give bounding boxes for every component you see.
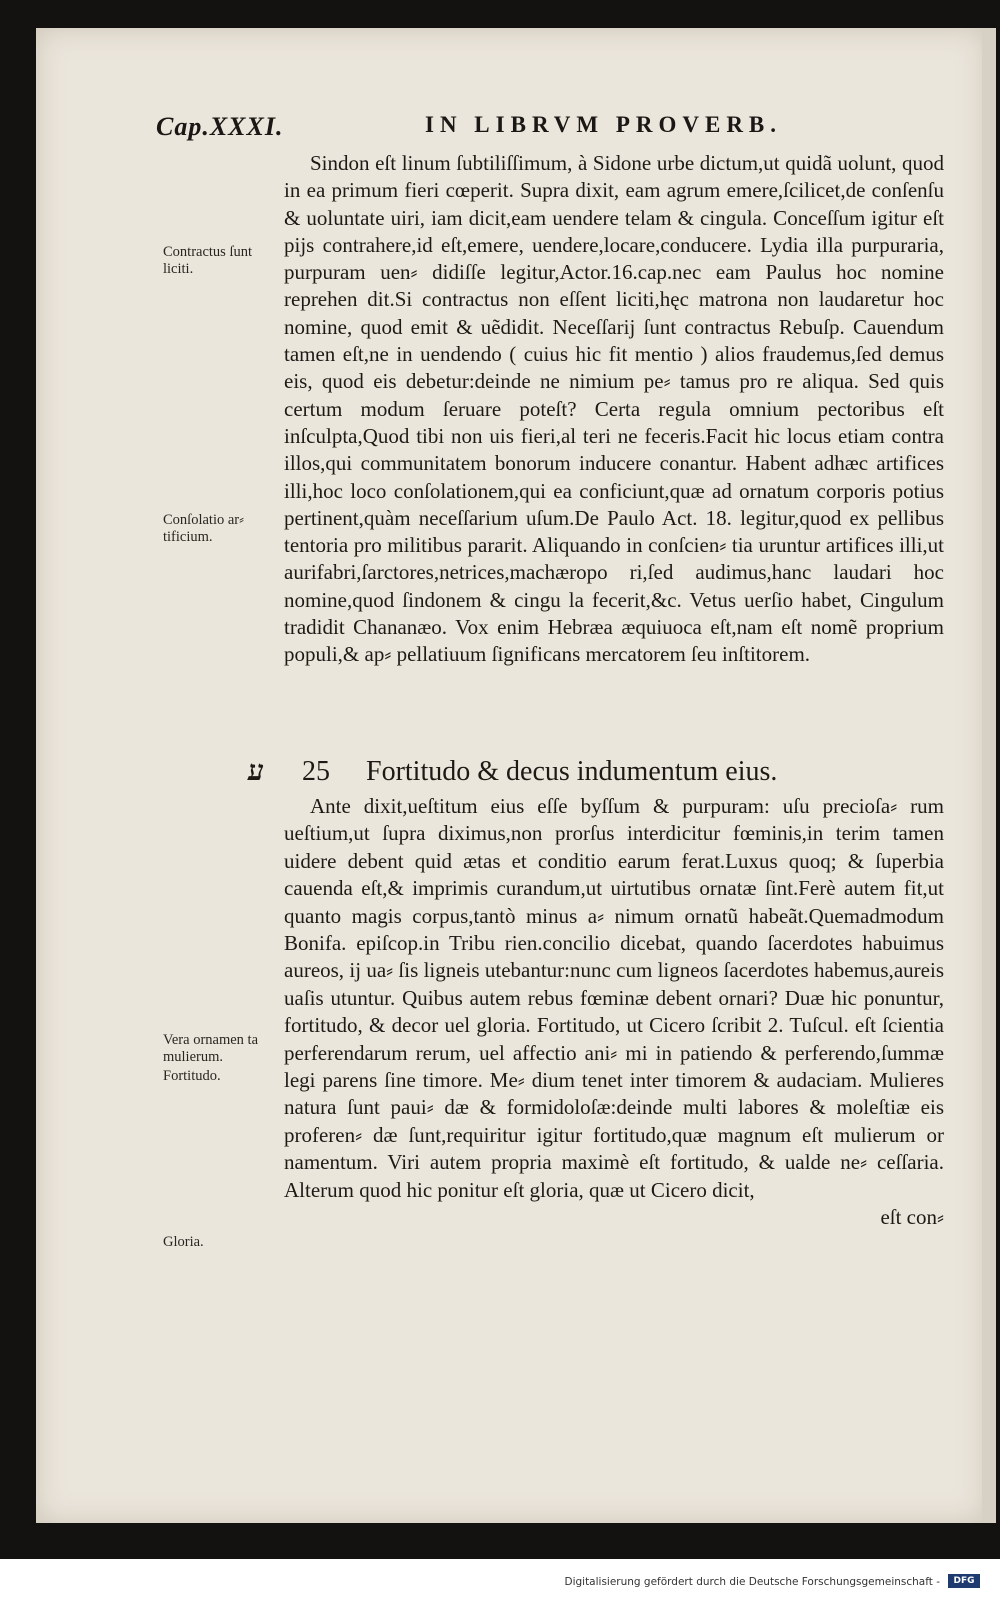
running-title: IN LIBRVM PROVERB. bbox=[425, 112, 783, 137]
verse-text: Fortitudo & decus indumentum eius. bbox=[366, 756, 778, 787]
commentary-paragraph-2: Ante dixit,ueſtitum eius eſſe byſſum & purpuram: uſu precioſa⸗ rum ueſtium,ut ſupra diximus,non prorſus interdicitur fœminis,in terim tamen uidere debent quid ætas et conditio earum ferat.Luxus quoq; & ſuperbia cauenda eſt,& imprimis curandum,ut uirtutibus ornatæ ſint.Ferè autem fit,ut quanto magis corpus,tantò minus a⸗ nimum ornatũ habeãt.Quemadmodum Bonifa. epiſcop.in Tribu rien.concilio dicebat, quando ſacerdotes habuimus aureos, ij ua⸗ ſis ligneis utebantur:nunc cum ligneos ſacerdotes habemus,aureis uaſis utuntur. Quibus autem rebus fœminæ debent ornari? Duæ hic ponuntur, fortitudo, & decor uel gloria. Fortitudo, ut Cicero ſcribit 2. Tuſcul. eſt ſcientia perferendarum rerum, uel affectio ani⸗ mi in patiendo & perferendo,ſummæ legi parens ſine timore. Me⸗ dium tenet inter timorem & audaciam. Mulieres natura ſunt paui⸗ dæ & formidoloſæ:deinde multi labores & moleſtiæ eis proferen⸗ dæ ſunt,requiritur igitur fortitudo,quæ magnum eſt mulierum or namentum. Viri autem propria maximè eſt fortitudo, & ualde ne⸗ ceſſaria. Alterum quod hic ponitur eſt gloria, quæ ut Cicero dicit, bbox=[284, 794, 944, 1202]
margin-note-consolatio: Conſolatio ar⸗ tificium. bbox=[163, 512, 244, 545]
margin-note-gloria: Gloria. bbox=[163, 1234, 204, 1250]
page-edge bbox=[982, 28, 996, 1523]
verse-number: 25 bbox=[302, 756, 330, 787]
main-text-upper bbox=[284, 150, 944, 669]
margin-note-contractus: Contractus ſunt liciti. bbox=[163, 244, 253, 277]
verse-marker: ע bbox=[248, 756, 264, 787]
footer-credit: Digitalisierung gefördert durch die Deutsche Forschungsgemeinschaft - bbox=[564, 1576, 940, 1588]
commentary-paragraph-1: Sindon eſt linum ſubtiliſſimum, à Sidone urbe dictum,ut quidã uolunt, quod in ea primum fieri cœperit. Supra dixit, eam agrum emere,ſcilicet,de conſenſu & uoluntate uiri, iam dicit,eam uendere telam & cingula. Conceſſum igitur eſt pijs contrahere,id eſt,emere, uendere,locare,conducere. Lydia illa purpuraria, purpuram uen⸗ didiſſe legitur,Actor.16.cap.nec eam Paulus hoc nomine reprehen dit.Si contractus non eſſent liciti,hęc matrona non laudaretur hoc nomine, quod emit & uẽdidit. Neceſſarij ſunt contractus Rebuſp. Cauendum tamen eſt,ne in uendendo ( cuius hic fit mentio ) alios fraudemus,ſed demus eis, quod eis debetur:deinde ne nimium pe⸗ tamus pro re aliqua. Sed quis certum modum ſeruare poteſt? Certa regula omnium pectoribus eſt inſculpta,Quod tibi non uis fieri,al teri ne feceris.Facit hic locus etiam contra illos,qui communitatem bonorum inducere conantur. Habent adhæc artifices illi,hoc loco conſolationem,qui ea conficiunt,quæ ad ornatum corporis potius pertinent,quàm neceſſarium uſum.De Paulo Act. 18. legitur,quod ex pellibus tentoria pro militibus pararit. Aliquando in conſcien⸗ tia uruntur artifices illi,ut aurifabri,ſarctores,netrices,machæropo ri,ſed audimus,hanc laudari hoc nomine,quod ſindonem & cingu la fecerit,&c. Vetus uerſio habet, Cingulum tradidit Chananæo. Vox enim Hebræa æquiuoca eſt,nam eſt nomẽ proprium populi,& ap⸗ pellatiuum ſignificans mercatorem ſeu inſtitorem. bbox=[284, 151, 944, 667]
catchword: eſt con⸗ bbox=[880, 1205, 944, 1230]
margin-note-vera-ornamenta: Vera ornamen ta mulierum. bbox=[163, 1032, 259, 1065]
dfg-logo: DFG bbox=[948, 1574, 980, 1588]
margin-note-fortitudo: Fortitudo. bbox=[163, 1068, 221, 1084]
verse-heading bbox=[248, 754, 948, 790]
chapter-label: Cap.XXXI. bbox=[156, 112, 284, 141]
main-text-lower bbox=[284, 793, 944, 1232]
